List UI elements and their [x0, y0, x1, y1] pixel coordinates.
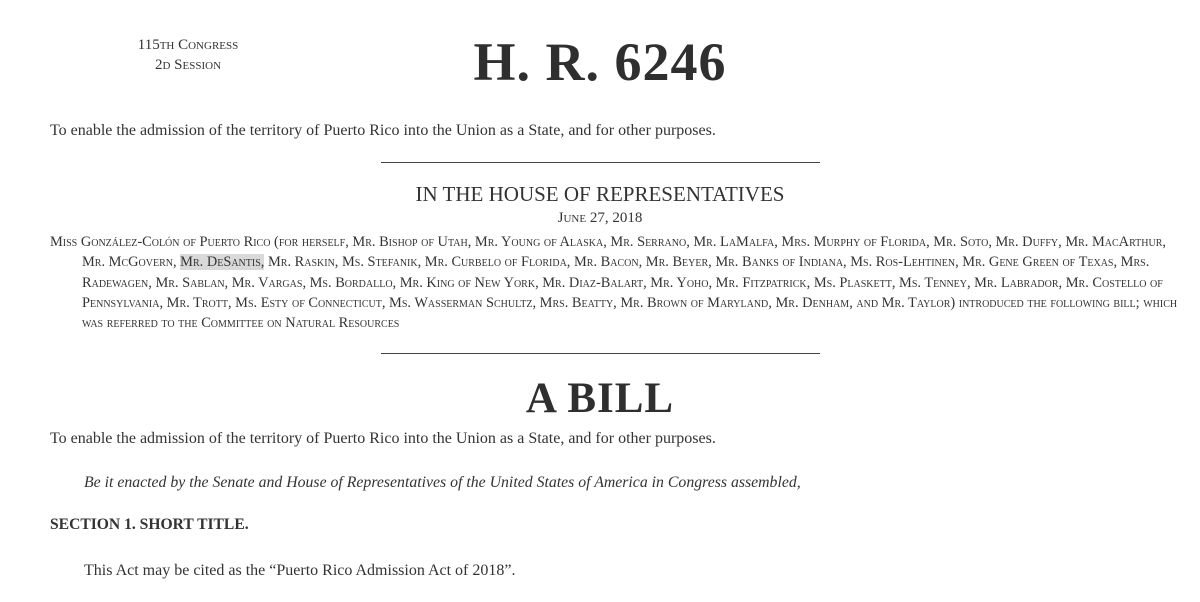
section-heading: SECTION 1. SHORT TITLE. — [50, 516, 249, 533]
session-number: 2d Session — [154, 57, 222, 73]
divider-bottom — [381, 353, 820, 354]
divider-top — [381, 162, 820, 163]
sponsors-paragraph — [50, 232, 1192, 333]
short-title-text: This Act may be cited as the “Puerto Rico Admission Act of 2018”. — [84, 562, 516, 579]
bill-purpose: To enable the admission of the territory of Puerto Rico into the Union as a State, and for other purposes. — [50, 430, 716, 447]
introduction-date: June 27, 2018 — [557, 210, 643, 226]
purpose-summary: To enable the admission of the territory of Puerto Rico into the Union as a State, and for other purposes. — [50, 122, 716, 139]
sponsors-text-2: Mr. Raskin, Ms. Stefanik, Mr. Curbelo of Florida, Mr. Bacon, Mr. Beyer, Mr. Banks of Indiana, Ms. Ros-Lehtinen, Mr. Gene Green of Texas, Mrs. Radewagen, Mr. Sablan, Mr. Vargas, Ms. Bordallo, Mr. King of New York, Mr. Diaz-Balart, Mr. Yoho, Mr. Fitzpatrick, Ms. Plaskett, Ms. Tenney, Mr. Labrador, Mr. Costello of Pennsylvania, Mr. Trott, Ms. Esty of Connecticut, Ms. Wasserman Schultz, Mrs. Beatty, Mr. Brown of Maryland, Mr. Denham, and Mr. Taylor) introduced the following bill; which was referred to the Committee on Natural Resources — [82, 254, 1178, 332]
bill-number-title: H. R. 6246 — [473, 32, 727, 92]
enacting-clause: Be it enacted by the Senate and House of Representatives of the United States of America in Congress assembled, — [84, 474, 801, 491]
highlighted-sponsor: Mr. DeSantis, — [180, 254, 265, 271]
sponsors-text-1: Miss González-Colón of Puerto Rico (for herself, Mr. Bishop of Utah, Mr. Young of Alaska, Mr. Serrano, Mr. LaMalfa, Mrs. Murphy of Florida, Mr. Soto, Mr. Duffy, Mr. MacArthur, Mr. McGovern, — [50, 234, 1166, 271]
congress-number: 115th Congress — [137, 37, 239, 53]
a-bill-heading: A BILL — [525, 375, 675, 422]
house-heading: IN THE HOUSE OF REPRESENTATIVES — [415, 182, 785, 206]
